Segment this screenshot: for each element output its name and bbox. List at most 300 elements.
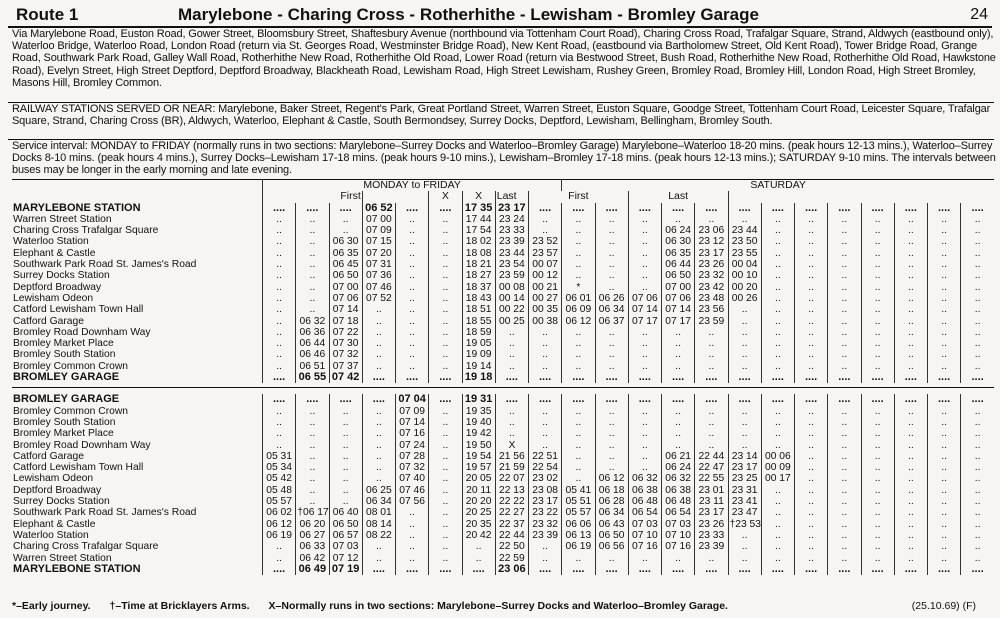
time-cell: 23 26 — [695, 259, 728, 270]
time-cell: .. — [961, 428, 994, 439]
outbound-section — [12, 203, 994, 384]
time-cell: .. — [362, 361, 395, 372]
stop-name: Waterloo Station — [13, 236, 89, 248]
time-cell: .. — [263, 541, 296, 552]
time-cell: .. — [861, 507, 894, 518]
timetable-row — [12, 507, 994, 518]
time-cell: 17 35 — [462, 203, 495, 214]
time-cell: .... — [728, 372, 761, 383]
time-cell: .... — [628, 203, 661, 214]
time-cell: .... — [728, 564, 761, 575]
time-cell: 23 17 — [695, 507, 728, 518]
time-cell: 08 22 — [362, 530, 395, 541]
time-cell: .. — [861, 417, 894, 428]
time-cell: 06 54 — [662, 507, 695, 518]
time-cell: .. — [928, 428, 961, 439]
time-cell: .. — [828, 462, 861, 473]
footnote-early: *–Early journey. — [12, 600, 91, 612]
timetable-row — [12, 519, 994, 530]
time-cell: .. — [263, 361, 296, 372]
time-cell: .. — [761, 338, 794, 349]
time-cell: .. — [529, 541, 562, 552]
time-cell: 06 35 — [329, 248, 362, 259]
time-cell: .... — [595, 203, 628, 214]
time-cell: 05 57 — [263, 496, 296, 507]
time-cell: .. — [761, 406, 794, 417]
time-cell: .. — [296, 236, 329, 247]
time-cell: .. — [861, 293, 894, 304]
time-cell: 06 34 — [595, 304, 628, 315]
time-cell: .. — [828, 270, 861, 281]
time-cell: 23 33 — [695, 530, 728, 541]
time-cell: .... — [894, 203, 927, 214]
time-cell: .. — [961, 259, 994, 270]
time-cell: .. — [495, 428, 528, 439]
time-cell: †23 53 — [729, 518, 761, 530]
time-cell: 00 10 — [728, 270, 761, 281]
time-cell: .. — [263, 406, 296, 417]
time-cell: .. — [362, 417, 395, 428]
time-cell: .. — [928, 451, 961, 462]
time-cell: .. — [429, 462, 462, 473]
time-cell: 18 37 — [462, 282, 495, 293]
time-cell: .. — [728, 417, 761, 428]
time-cell: .. — [562, 428, 595, 439]
time-cell: .... — [961, 372, 994, 383]
time-cell: .. — [928, 406, 961, 417]
time-cell: .. — [662, 349, 695, 360]
footnotes — [12, 600, 992, 612]
timetable-row — [12, 496, 994, 507]
time-cell: .. — [894, 496, 927, 507]
time-cell: .. — [429, 451, 462, 462]
time-cell: .. — [296, 440, 329, 451]
time-cell: .. — [961, 553, 994, 564]
time-cell: .. — [761, 293, 794, 304]
time-cell: 00 38 — [529, 316, 562, 327]
time-cell: .. — [362, 473, 395, 484]
time-cell: .. — [329, 428, 362, 439]
time-cell: .. — [396, 293, 429, 304]
route-title: Marylebone - Charing Cross - Rotherhithe - Lewisham - Bromley Garage — [178, 5, 759, 24]
railway-stations: RAILWAY STATIONS SERVED OR NEAR: Marylebone, Baker Street, Regent's Park, Great Portland Street, Warren Street, Euston Square, Goodge Street, Tottenham Court Road, Leicester Square, Trafalgar Square, Strand, Charing Cross (BR), Aldwych, Waterloo, Elephant & Castle, South Bermondsey, Surrey Docks, Deptford, Lewisham, Bellingham, Bromley South. — [12, 103, 991, 128]
time-cell: X — [495, 440, 528, 451]
time-cell: .. — [396, 327, 429, 338]
time-cell: .. — [761, 530, 794, 541]
time-cell: 07 14 — [329, 304, 362, 315]
time-cell: .. — [961, 406, 994, 417]
time-cell: .. — [928, 496, 961, 507]
time-cell: .. — [662, 406, 695, 417]
time-cell: .. — [828, 248, 861, 259]
time-cell: 20 20 — [462, 496, 495, 507]
time-cell: 00 14 — [495, 293, 528, 304]
time-cell: .... — [429, 372, 462, 383]
time-cell: 07 10 — [628, 530, 661, 541]
time-cell: .. — [928, 361, 961, 372]
time-cell: 23 59 — [695, 316, 728, 327]
time-cell: .. — [828, 361, 861, 372]
time-cell: .. — [961, 361, 994, 372]
time-cell: .. — [429, 259, 462, 270]
time-cell: .. — [761, 214, 794, 225]
time-cell: 23 52 — [529, 236, 562, 247]
time-cell: .. — [662, 440, 695, 451]
time-cell: .. — [728, 541, 761, 552]
stop-name: Catford Garage — [13, 315, 84, 327]
time-cell: 07 03 — [662, 519, 695, 530]
time-cell: .... — [795, 564, 828, 575]
time-cell: .. — [263, 349, 296, 360]
time-cell: .. — [562, 440, 595, 451]
time-cell: .... — [329, 203, 362, 214]
time-cell: 00 07 — [529, 259, 562, 270]
time-cell: .. — [861, 304, 894, 315]
time-cell: 23 01 — [695, 485, 728, 496]
time-cell: 06 48 — [662, 496, 695, 507]
stop-name: Warren Street Station — [13, 213, 112, 225]
time-cell: .. — [795, 338, 828, 349]
time-cell: 22 55 — [695, 473, 728, 484]
time-cell: .. — [529, 225, 562, 236]
time-cell: .. — [761, 282, 794, 293]
time-cell: .. — [662, 417, 695, 428]
time-cell: .. — [795, 519, 828, 530]
time-cell: .. — [296, 304, 329, 315]
time-cell: .. — [861, 496, 894, 507]
time-cell: .. — [662, 553, 695, 564]
time-cell: 23 59 — [495, 270, 528, 281]
time-cell: 06 19 — [562, 541, 595, 552]
time-cell: 22 37 — [495, 519, 528, 530]
inbound-section — [12, 394, 994, 575]
time-cell: .. — [961, 541, 994, 552]
time-cell: .. — [894, 327, 927, 338]
time-cell: 06 49 — [296, 564, 329, 575]
time-cell: .. — [263, 338, 296, 349]
time-cell: .. — [362, 451, 395, 462]
time-cell: .. — [329, 440, 362, 451]
time-cell: .. — [761, 541, 794, 552]
time-cell: .. — [396, 225, 429, 236]
time-cell: .. — [562, 406, 595, 417]
stop-name: Bromley South Station — [13, 416, 116, 428]
time-cell: .. — [695, 349, 728, 360]
timetable-row — [12, 214, 994, 225]
stop-name: Southwark Park Road St. James's Road — [13, 507, 197, 519]
time-cell: .. — [795, 553, 828, 564]
time-cell: .. — [828, 236, 861, 247]
time-cell: .. — [928, 327, 961, 338]
timetable-row — [12, 236, 994, 247]
time-cell: .. — [462, 541, 495, 552]
time-cell: 06 36 — [296, 327, 329, 338]
time-cell: .. — [928, 236, 961, 247]
timetable-row — [12, 451, 994, 462]
time-cell: .. — [728, 304, 761, 315]
time-cell: .. — [263, 236, 296, 247]
time-cell: .. — [861, 541, 894, 552]
saturday-header: SATURDAY — [562, 180, 994, 192]
time-cell: .. — [728, 214, 761, 225]
time-cell: .. — [861, 406, 894, 417]
time-cell: 06 24 — [662, 462, 695, 473]
time-cell: .... — [362, 564, 395, 575]
time-cell: 23 12 — [695, 236, 728, 247]
time-cell: .. — [396, 507, 429, 518]
time-cell: .. — [795, 248, 828, 259]
time-cell: .. — [795, 473, 828, 484]
time-cell: .. — [828, 349, 861, 360]
time-cell: 06 19 — [263, 530, 296, 541]
time-cell: .. — [894, 406, 927, 417]
time-cell: 22 50 — [495, 541, 528, 552]
time-cell: .. — [329, 462, 362, 473]
time-cell: 06 24 — [662, 225, 695, 236]
time-cell: .. — [828, 225, 861, 236]
time-cell: .. — [628, 214, 661, 225]
time-cell: .. — [296, 462, 329, 473]
time-cell: .. — [695, 428, 728, 439]
time-cell: .... — [761, 564, 794, 575]
time-cell: .... — [562, 372, 595, 383]
time-cell: 23 31 — [728, 485, 761, 496]
time-cell: .. — [894, 485, 927, 496]
time-cell: .. — [894, 530, 927, 541]
time-cell: .. — [894, 293, 927, 304]
time-cell: .... — [728, 203, 761, 214]
time-cell: .... — [562, 394, 595, 405]
time-cell: 06 44 — [662, 259, 695, 270]
time-cell: 00 26 — [728, 293, 761, 304]
time-cell: .... — [628, 394, 661, 405]
time-cell: .. — [396, 519, 429, 530]
time-cell: .. — [263, 428, 296, 439]
time-cell: .. — [396, 214, 429, 225]
time-cell: .. — [263, 259, 296, 270]
time-cell: .... — [894, 372, 927, 383]
stop-name: Warren Street Station — [13, 552, 112, 564]
time-cell: .. — [263, 248, 296, 259]
time-cell: .. — [562, 236, 595, 247]
time-cell: 06 50 — [329, 519, 362, 530]
time-cell: .. — [795, 507, 828, 518]
time-cell: .. — [761, 236, 794, 247]
sat-first-label: First — [529, 191, 629, 202]
time-cell: .. — [928, 485, 961, 496]
time-cell: .. — [562, 270, 595, 281]
time-cell: .. — [562, 451, 595, 462]
time-cell: .. — [728, 428, 761, 439]
time-cell: .. — [628, 406, 661, 417]
time-cell: 05 48 — [263, 485, 296, 496]
time-cell: 23 42 — [695, 282, 728, 293]
timetable-row — [12, 372, 994, 383]
timetable-row — [12, 361, 994, 372]
time-cell: .... — [861, 203, 894, 214]
time-cell: .. — [429, 338, 462, 349]
time-cell: .. — [795, 451, 828, 462]
time-cell: .. — [828, 496, 861, 507]
time-cell: 06 55 — [296, 372, 329, 383]
time-cell: 06 01 — [562, 293, 595, 304]
time-cell: .. — [628, 338, 661, 349]
time-cell: 07 46 — [396, 485, 429, 496]
time-cell: 07 09 — [396, 406, 429, 417]
time-cell: .. — [928, 225, 961, 236]
time-cell: .. — [795, 485, 828, 496]
time-cell: 07 14 — [662, 304, 695, 315]
time-cell: .... — [695, 394, 728, 405]
time-cell: 23 50 — [728, 236, 761, 247]
time-cell: 19 42 — [462, 428, 495, 439]
time-cell: .... — [562, 564, 595, 575]
time-cell: .... — [429, 394, 462, 405]
timetable-row — [12, 530, 994, 541]
time-cell: .. — [928, 282, 961, 293]
time-cell: .. — [429, 507, 462, 518]
time-cell: .... — [429, 203, 462, 214]
time-cell: 06 32 — [662, 473, 695, 484]
stop-name: BROMLEY GARAGE — [13, 372, 120, 384]
time-cell: 23 11 — [695, 496, 728, 507]
time-cell: †06 17 — [297, 507, 329, 519]
time-cell: .... — [396, 564, 429, 575]
time-cell: 00 27 — [529, 293, 562, 304]
time-cell: .. — [894, 553, 927, 564]
timetable-row — [12, 293, 994, 304]
time-cell: .. — [662, 361, 695, 372]
time-cell: .. — [928, 541, 961, 552]
monday-friday-header: MONDAY to FRIDAY — [263, 180, 562, 192]
time-cell: .. — [894, 428, 927, 439]
time-cell: .. — [728, 361, 761, 372]
time-cell: .. — [795, 236, 828, 247]
time-cell: 00 17 — [761, 473, 794, 484]
time-cell: .. — [795, 530, 828, 541]
time-cell: .. — [761, 507, 794, 518]
time-cell: 22 51 — [529, 451, 562, 462]
time-cell: .. — [263, 293, 296, 304]
time-cell: .. — [861, 248, 894, 259]
time-cell: 06 44 — [296, 338, 329, 349]
time-cell: 20 35 — [462, 519, 495, 530]
time-cell: .. — [529, 361, 562, 372]
time-cell: .... — [828, 203, 861, 214]
time-cell: 06 43 — [595, 519, 628, 530]
time-cell: .... — [595, 394, 628, 405]
time-cell: .. — [628, 236, 661, 247]
time-cell: .. — [595, 225, 628, 236]
time-cell: .. — [961, 225, 994, 236]
time-cell: 18 43 — [462, 293, 495, 304]
timetable-row — [12, 327, 994, 338]
time-cell: 17 44 — [462, 214, 495, 225]
time-cell: .... — [495, 394, 528, 405]
stop-name: Catford Garage — [13, 450, 84, 462]
time-cell: .... — [961, 564, 994, 575]
time-cell: .. — [728, 406, 761, 417]
time-cell: .... — [662, 372, 695, 383]
time-cell: .... — [362, 394, 395, 405]
time-cell: .. — [795, 417, 828, 428]
timetable-row — [12, 553, 994, 564]
time-cell: .. — [462, 553, 495, 564]
time-cell: .. — [562, 214, 595, 225]
time-cell: .... — [761, 203, 794, 214]
stop-name: Catford Lewisham Town Hall — [13, 304, 144, 316]
time-cell: .. — [396, 236, 429, 247]
time-cell: .. — [861, 338, 894, 349]
time-cell: 23 41 — [728, 496, 761, 507]
stop-name: Southwark Park Road St. James's Road — [13, 259, 197, 271]
time-cell: 06 48 — [628, 496, 661, 507]
time-cell: .. — [828, 304, 861, 315]
time-cell: .. — [728, 553, 761, 564]
time-cell: 07 22 — [329, 327, 362, 338]
time-cell: 21 59 — [495, 462, 528, 473]
time-cell: 19 50 — [462, 440, 495, 451]
stop-name: MARYLEBONE STATION — [13, 563, 141, 575]
time-cell: .. — [529, 349, 562, 360]
time-cell: .... — [595, 564, 628, 575]
time-cell: .. — [928, 417, 961, 428]
time-cell: 19 54 — [462, 451, 495, 462]
time-cell: .. — [861, 361, 894, 372]
time-cell: .. — [828, 406, 861, 417]
time-cell: .. — [396, 259, 429, 270]
time-cell: .. — [795, 225, 828, 236]
time-cell: .... — [795, 372, 828, 383]
time-cell: .. — [861, 519, 894, 530]
time-cell: .. — [828, 259, 861, 270]
time-cell: .. — [861, 259, 894, 270]
time-cell: .. — [562, 259, 595, 270]
time-cell: 19 35 — [462, 406, 495, 417]
time-cell: 07 12 — [329, 553, 362, 564]
time-cell: .. — [728, 316, 761, 327]
time-cell: .... — [662, 203, 695, 214]
time-cell: 07 00 — [362, 214, 395, 225]
time-cell: .... — [263, 203, 296, 214]
time-cell: 19 18 — [462, 372, 495, 383]
time-cell: .. — [928, 304, 961, 315]
time-cell: 06 12 — [562, 316, 595, 327]
time-cell: .... — [761, 372, 794, 383]
time-cell: .. — [861, 270, 894, 281]
page-number: 24 — [970, 6, 988, 23]
time-cell: 06 06 — [562, 519, 595, 530]
time-cell: .. — [362, 406, 395, 417]
time-cell: 23 06 — [695, 225, 728, 236]
time-cell: .. — [961, 327, 994, 338]
time-cell: 06 51 — [296, 361, 329, 372]
time-cell: .. — [296, 473, 329, 484]
time-cell: .. — [828, 282, 861, 293]
time-cell: .. — [628, 428, 661, 439]
time-cell: .. — [695, 406, 728, 417]
time-cell: 07 28 — [396, 451, 429, 462]
time-cell: .. — [861, 440, 894, 451]
time-cell: .. — [495, 361, 528, 372]
time-cell: .. — [296, 214, 329, 225]
time-cell: 22 44 — [495, 530, 528, 541]
time-cell: .. — [961, 248, 994, 259]
time-cell: .... — [628, 564, 661, 575]
time-cell: .. — [595, 248, 628, 259]
mf-x-mark: X — [429, 191, 462, 202]
time-cell: .. — [961, 485, 994, 496]
